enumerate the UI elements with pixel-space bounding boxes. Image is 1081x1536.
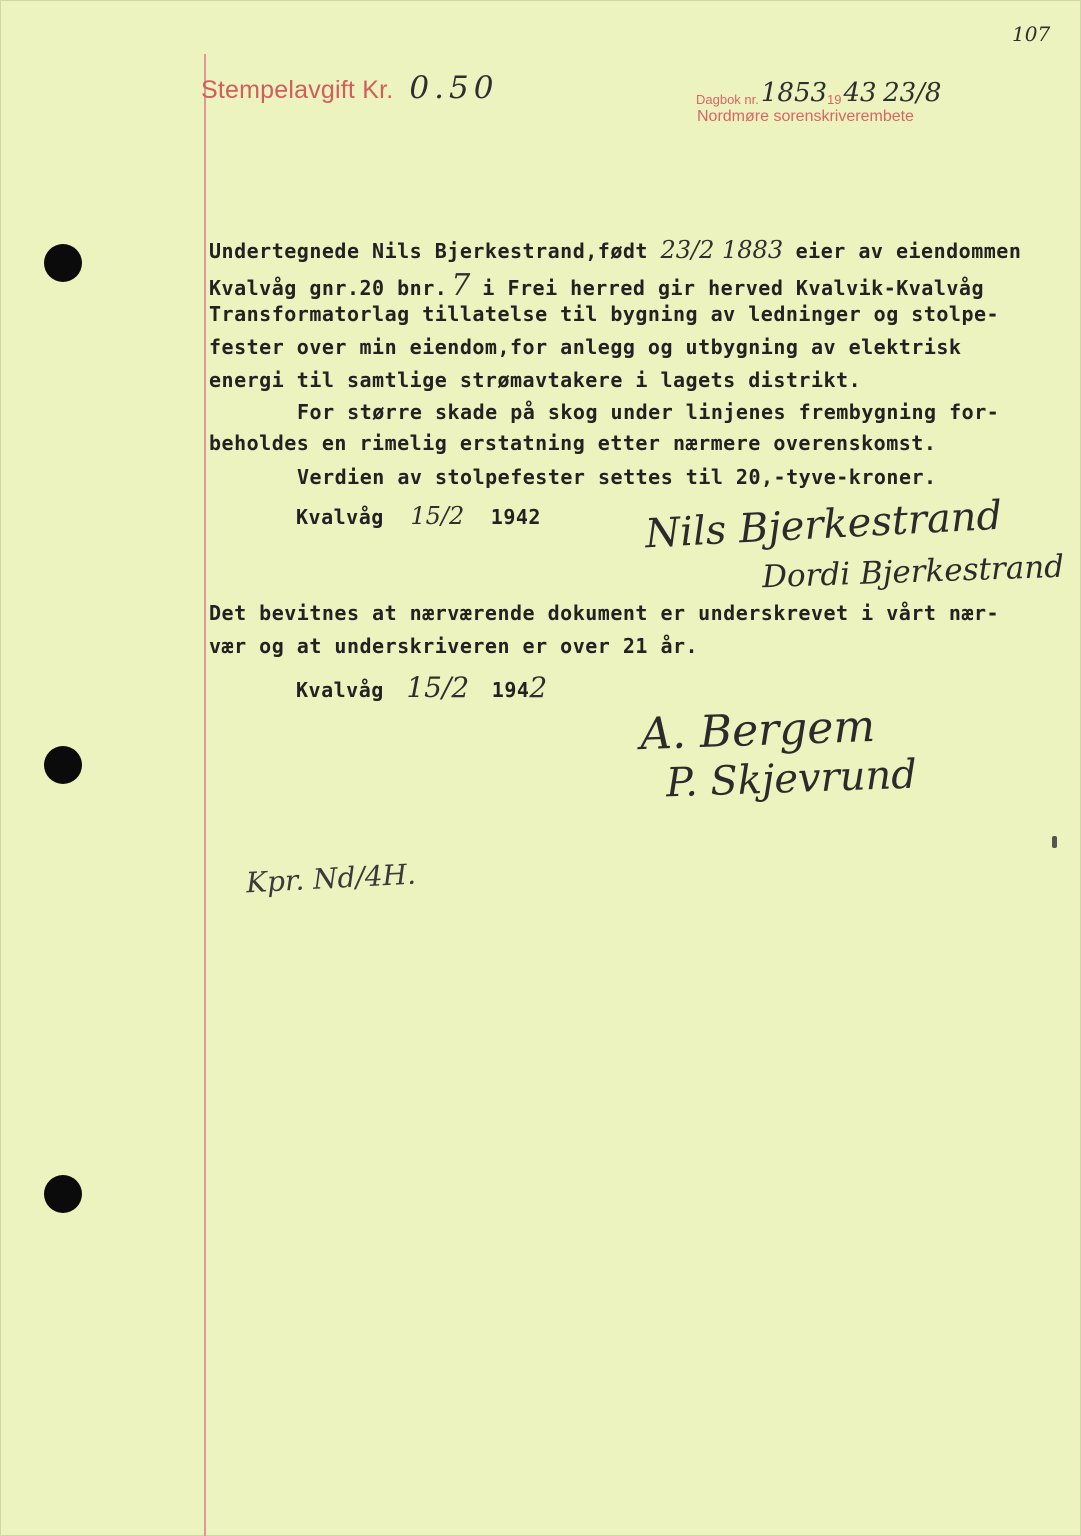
dagbok-number: 1853: [760, 78, 828, 108]
dagbok-date: 23/8: [883, 78, 942, 108]
stamp-fee-label: Stempelavgift Kr.: [201, 76, 394, 104]
birth-date-handwritten: 23/2 1883: [660, 236, 784, 264]
office-stamp: Nordmøre sorenskriverembete: [697, 108, 914, 125]
stamp-fee: [201, 70, 498, 106]
date-1-handwritten: 15/2: [410, 502, 465, 530]
body-line-2: [209, 268, 984, 303]
margin-note-handwritten: Kpr. Nd/4H.: [245, 857, 417, 900]
body-line-8: Verdien av stolpefester settes til 20,-tyve-kroner.: [297, 465, 937, 489]
dagbok-year: 43: [843, 78, 877, 108]
year-1: 1942: [490, 505, 541, 529]
stamp-fee-amount: 0.50: [409, 70, 499, 106]
body-line-5: energi til samtlige strømavtakere i lagets distrikt.: [209, 368, 862, 392]
witness-line-1: Det bevitnes at nærværende dokument er underskrevet i vårt nær-: [209, 601, 1000, 625]
dagbok-year-prefix: 19: [827, 92, 842, 107]
body-line-1-a: Undertegnede Nils Bjerkestrand,født: [209, 239, 648, 263]
dagbok-prefix: Dagbok nr.: [696, 92, 759, 107]
body-line-2-b: i Frei herred gir herved Kvalvik-Kvalvåg: [482, 276, 985, 300]
bnr-handwritten: 7: [451, 268, 471, 303]
dagbok-stamp: [696, 80, 941, 108]
punch-hole-top: [44, 244, 82, 282]
signature-nils-bjerkestrand: Nils Bjerkestrand: [644, 492, 1004, 558]
signature-dordi-bjerkestrand: Dordi Bjerkestrand: [761, 548, 1065, 596]
body-line-1-b: eier av eiendommen: [795, 239, 1022, 263]
ink-speck: [1052, 836, 1057, 848]
place-2: Kvalvåg: [296, 678, 384, 702]
margin-rule: [204, 54, 206, 1536]
signature-a-bergem: A. Bergem: [639, 700, 876, 761]
witness-line-2: vær og at underskriveren er over 21 år.: [209, 634, 699, 658]
punch-hole-middle: [44, 746, 82, 784]
body-line-4: fester over min eiendom,for anlegg og utbygning av elektrisk: [209, 335, 962, 359]
year-2: 194: [491, 678, 530, 702]
signature-p-skjevrund: P. Skjevrund: [665, 751, 918, 807]
punch-hole-bottom: [44, 1175, 82, 1213]
place-1: Kvalvåg: [296, 505, 384, 529]
place-date-1: [296, 502, 541, 530]
body-line-7: beholdes en rimelig erstatning etter nærmere overenskomst.: [209, 431, 937, 455]
body-line-2-a: Kvalvåg gnr.20 bnr.: [209, 276, 448, 300]
body-line-1: [209, 236, 1021, 264]
place-date-2: [296, 671, 547, 704]
date-2-handwritten: 15/2: [406, 671, 470, 704]
body-line-3: Transformatorlag tillatelse til bygning av ledninger og stolpe-: [209, 302, 1000, 326]
body-line-6: For større skade på skog under linjenes frembygning for-: [297, 400, 1000, 424]
year-2-handwritten-digit: 2: [529, 671, 548, 704]
page-number: 107: [1012, 22, 1051, 46]
